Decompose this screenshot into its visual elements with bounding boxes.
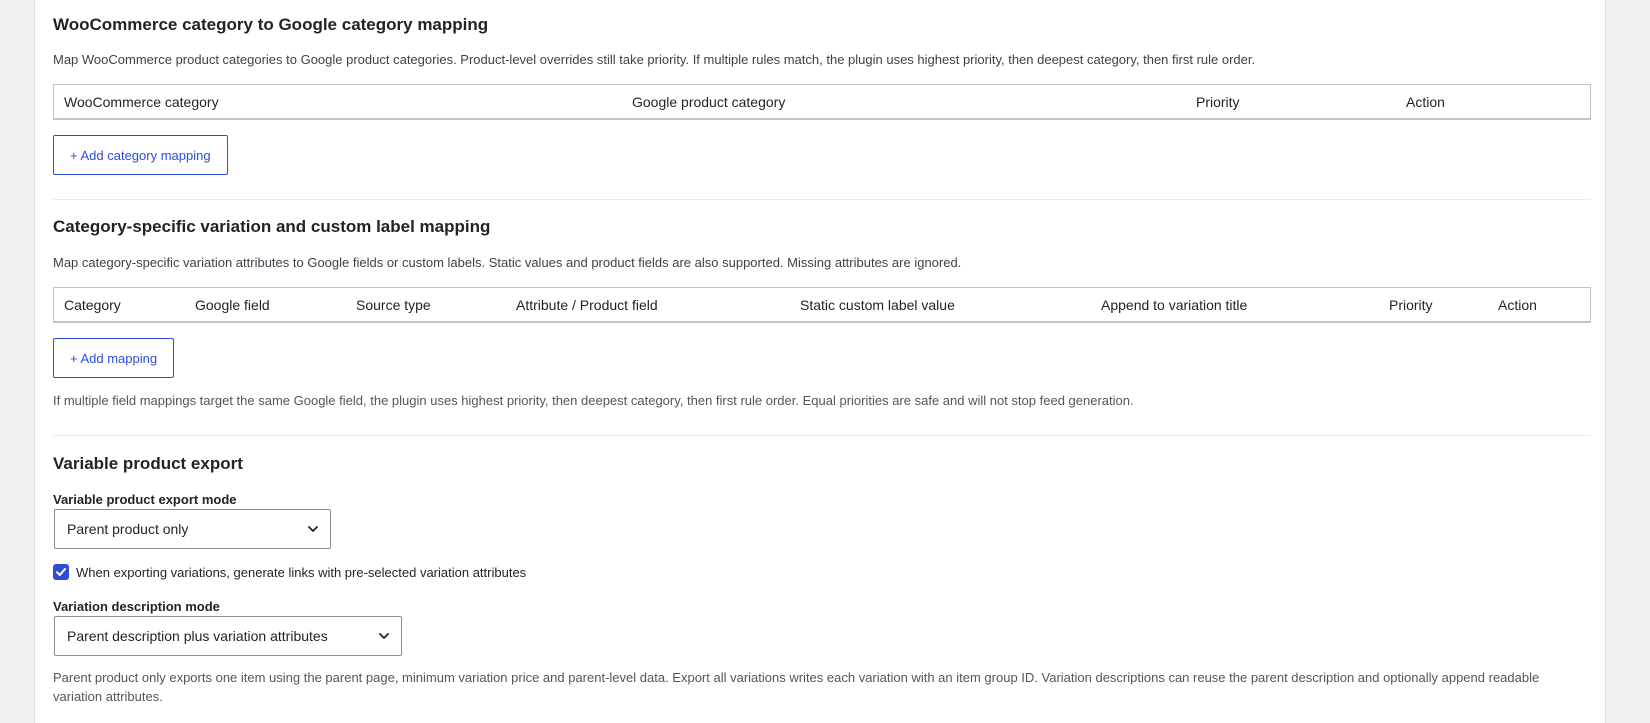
variation-mapping-title: Category-specific variation and custom label mapping bbox=[53, 217, 491, 236]
add-mapping-button[interactable]: + Add mapping bbox=[53, 338, 174, 378]
category-mapping-table-header bbox=[53, 84, 1591, 120]
preselect-variation-checkbox[interactable] bbox=[53, 564, 69, 580]
category-mapping-description: Map WooCommerce product categories to Google product categories. Product-level overrides still take priority. If multiple rules match, the plugin uses highest priority, then deepest category, then first rule order. bbox=[53, 52, 1256, 67]
export-mode-label: Variable product export mode bbox=[53, 492, 237, 507]
column-source-type: Source type bbox=[356, 297, 431, 313]
variation-mapping-description: Map category-specific variation attributes to Google fields or custom labels. Static values and product fields are also supported. Missing attributes are ignored. bbox=[53, 255, 962, 270]
column-action: Action bbox=[1498, 297, 1537, 313]
variation-mapping-help: If multiple field mappings target the same Google field, the plugin uses highest priority, then deepest category, then first rule order. Equal priorities are safe and will not stop feed generation. bbox=[53, 393, 1134, 408]
preselect-variation-label[interactable]: When exporting variations, generate links with pre-selected variation attributes bbox=[76, 565, 527, 580]
description-mode-label: Variation description mode bbox=[53, 599, 220, 614]
settings-panel bbox=[34, 0, 1606, 723]
export-mode-value: Parent product only bbox=[67, 521, 189, 537]
column-category: Category bbox=[64, 297, 121, 313]
variation-mapping-table-header bbox=[53, 287, 1591, 323]
add-category-mapping-button[interactable]: + Add category mapping bbox=[53, 135, 228, 175]
section-divider bbox=[53, 435, 1591, 436]
export-mode-select[interactable] bbox=[54, 509, 331, 549]
column-attribute-product-field: Attribute / Product field bbox=[516, 297, 658, 313]
column-action: Action bbox=[1406, 94, 1445, 110]
chevron-down-icon bbox=[377, 629, 391, 643]
checkmark-icon bbox=[55, 566, 67, 578]
description-mode-value: Parent description plus variation attributes bbox=[67, 628, 328, 644]
column-priority: Priority bbox=[1389, 297, 1433, 313]
section-divider bbox=[53, 199, 1591, 200]
variable-export-help: Parent product only exports one item using the parent page, minimum variation price and parent-level data. Export all variations writes each variation with an item group ID. Variation descriptions can reuse the parent description and optionally append readable variation attributes. bbox=[53, 670, 1540, 704]
column-static-custom-label: Static custom label value bbox=[800, 297, 955, 313]
column-google-field: Google field bbox=[195, 297, 270, 313]
column-woocommerce-category: WooCommerce category bbox=[64, 94, 219, 110]
column-google-product-category: Google product category bbox=[632, 94, 786, 110]
category-mapping-title: WooCommerce category to Google category mapping bbox=[53, 15, 489, 34]
chevron-down-icon bbox=[306, 522, 320, 536]
description-mode-select[interactable] bbox=[54, 616, 402, 656]
column-append-variation-title: Append to variation title bbox=[1101, 297, 1248, 313]
column-priority: Priority bbox=[1196, 94, 1240, 110]
variable-export-title: Variable product export bbox=[53, 454, 243, 473]
